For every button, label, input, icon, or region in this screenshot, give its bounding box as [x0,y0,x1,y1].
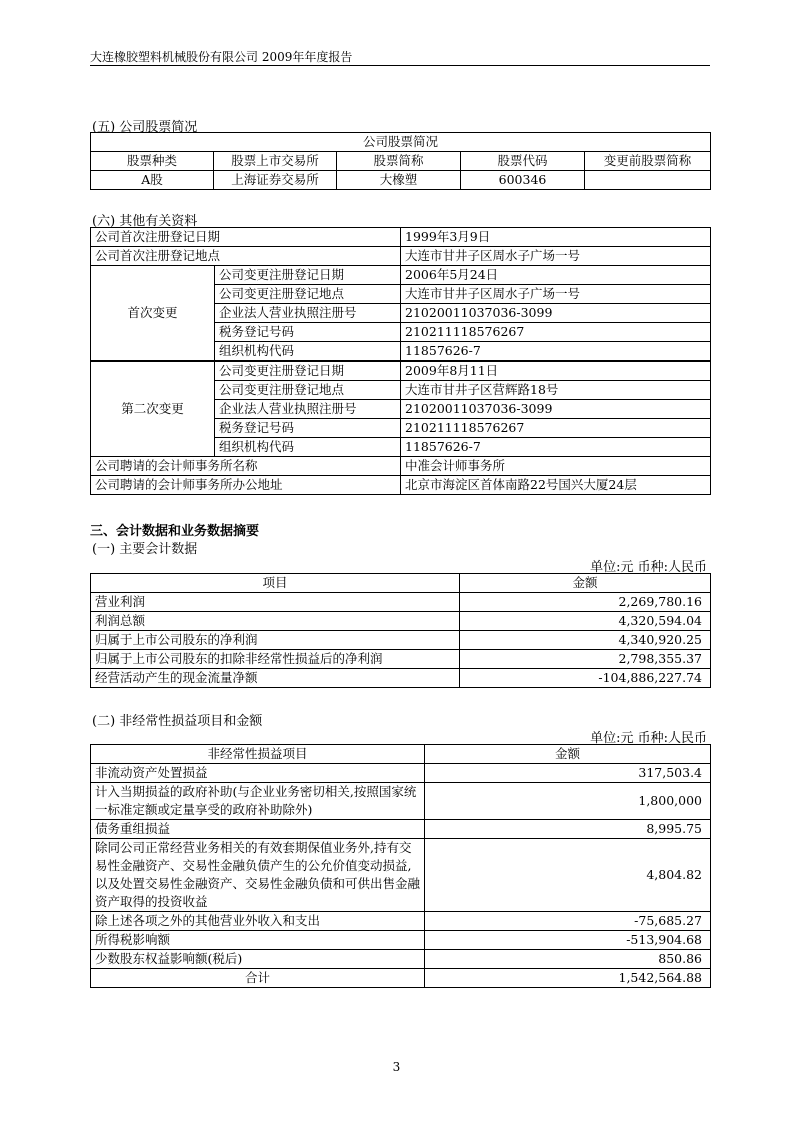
table-cell: 公司变更注册登记日期 [215,266,401,285]
table-row [91,266,711,285]
table-row [91,912,711,931]
table-header: 股票上市交易所 [214,152,337,171]
table-header: 股票种类 [91,152,214,171]
table-cell: 计入当期损益的政府补助(与企业业务密切相关,按照国家统一标准定额或定量享受的政府补助除外) [91,783,425,820]
table-cell: 210211118576267 [401,419,711,438]
table-cell: 公司变更注册登记地点 [215,381,401,400]
table-cell: -104,886,227.74 [460,669,711,688]
table-cell: 大连市甘井子区周水子广场一号 [401,247,711,266]
table-cell: 317,503.4 [425,764,711,783]
page-header [90,48,710,66]
table-cell: 850.86 [425,950,711,969]
nonrecurring-unit: 单位:元 币种:人民币 [590,731,707,746]
table-row [91,931,711,950]
table-row [91,171,711,190]
table-cell: A股 [91,171,214,190]
table-row [91,783,711,820]
table-cell: 归属于上市公司股东的净利润 [91,631,460,650]
table-header: 非经常性损益项目 [91,745,425,764]
stock-section-title: (五) 公司股票简况 [92,120,198,135]
table-cell: 11857626-7 [401,438,711,457]
table-cell: 21020011037036-3099 [401,400,711,419]
table-cell: 公司首次注册登记日期 [91,228,401,247]
table-cell: 600346 [461,171,585,190]
table-header: 金额 [425,745,711,764]
other-section-title: (六) 其他有关资料 [92,214,198,229]
table-cell: 上海证券交易所 [214,171,337,190]
change1-label: 首次变更 [91,266,215,362]
table-cell: 公司聘请的会计师事务所办公地址 [91,476,401,495]
table-header: 股票简称 [337,152,461,171]
table-cell: -513,904.68 [425,931,711,950]
table-row [91,476,711,495]
table-cell: 公司首次注册登记地点 [91,247,401,266]
table-cell: 组织机构代码 [215,438,401,457]
nonrecurring-header-row [91,745,711,764]
table-cell: 2006年5月24日 [401,266,711,285]
table-cell: 归属于上市公司股东的扣除非经常性损益后的净利润 [91,650,460,669]
table-cell: 除上述各项之外的其他营业外收入和支出 [91,912,425,931]
report-title: 大连橡胶塑料机械股份有限公司 2009年年度报告 [90,50,353,64]
table-cell: 税务登记号码 [215,323,401,342]
table-cell: 大橡塑 [337,171,461,190]
table-cell: 企业法人营业执照注册号 [215,304,401,323]
table-row [91,361,711,381]
table-cell: 少数股东权益影响额(税后) [91,950,425,969]
table-cell: 2,798,355.37 [460,650,711,669]
main-data-subtitle: (一) 主要会计数据 [92,542,198,557]
table-row [91,612,711,631]
table-cell: 除同公司正常经营业务相关的有效套期保值业务外,持有交易性金融资产、交易性金融负债产生的公允价值变动损益,以及处置交易性金融资产、交易性金融负债和可供出售金融资产取得的投资收益 [91,839,425,912]
table-cell: 企业法人营业执照注册号 [215,400,401,419]
table-cell: 11857626-7 [401,342,711,362]
table-cell: 4,340,920.25 [460,631,711,650]
table-row [91,650,711,669]
table-row [91,950,711,969]
stock-table [90,132,711,190]
table-row [91,247,711,266]
table-cell: 2,269,780.16 [460,593,711,612]
stock-table-title: 公司股票简况 [91,133,711,152]
table-row [91,669,711,688]
table-cell: 税务登记号码 [215,419,401,438]
table-cell: 大连市甘井子区周水子广场一号 [401,285,711,304]
table-row [91,764,711,783]
table-cell: 公司聘请的会计师事务所名称 [91,457,401,476]
change2-label: 第二次变更 [91,361,215,457]
table-header: 金额 [460,574,711,593]
table-row [91,631,711,650]
table-cell: 8,995.75 [425,820,711,839]
table-cell: 公司变更注册登记地点 [215,285,401,304]
page-number: 3 [392,1060,401,1074]
section3-title: 三、会计数据和业务数据摘要 [90,524,260,539]
table-cell: 2009年8月11日 [401,361,711,381]
table-cell: 北京市海淀区首体南路22号国兴大厦24层 [401,476,711,495]
total-amount: 1,542,564.88 [425,969,711,988]
table-row [91,820,711,839]
table-cell: 4,320,594.04 [460,612,711,631]
table-cell: 利润总额 [91,612,460,631]
table-cell: 1999年3月9日 [401,228,711,247]
table-cell: 2102001103703​6-3099 [401,304,711,323]
nonrecurring-subtitle: (二) 非经常性损益项目和金额 [92,714,263,729]
table-row [91,593,711,612]
table-cell: 1,800,000 [425,783,711,820]
table-cell: 4,804.82 [425,839,711,912]
table-cell: 非流动资产处置损益 [91,764,425,783]
table-cell: 公司变更注册登记日期 [215,361,401,381]
nonrecurring-table [90,744,711,988]
table-cell: 经营活动产生的现金流量净额 [91,669,460,688]
table-header: 股票代码 [461,152,585,171]
table-cell: 中准会计师事务所 [401,457,711,476]
main-data-header-row [91,574,711,593]
table-cell: 大连市甘井子区营辉路18号 [401,381,711,400]
table-row [91,228,711,247]
main-data-unit: 单位:元 币种:人民币 [590,560,707,575]
table-cell: 营业利润 [91,593,460,612]
main-data-table [90,573,711,688]
total-label: 合计 [91,969,425,988]
table-cell: 组织机构代码 [215,342,401,362]
table-cell: 210211118576267 [401,323,711,342]
total-row [91,969,711,988]
stock-header-row [91,152,711,171]
table-header: 项目 [91,574,460,593]
table-cell: 债务重组损益 [91,820,425,839]
table-cell [585,171,711,190]
other-info-table [90,227,711,495]
table-cell: -75,685.27 [425,912,711,931]
table-row [91,839,711,912]
table-header: 变更前股票简称 [585,152,711,171]
table-row [91,457,711,476]
table-cell: 所得税影响额 [91,931,425,950]
